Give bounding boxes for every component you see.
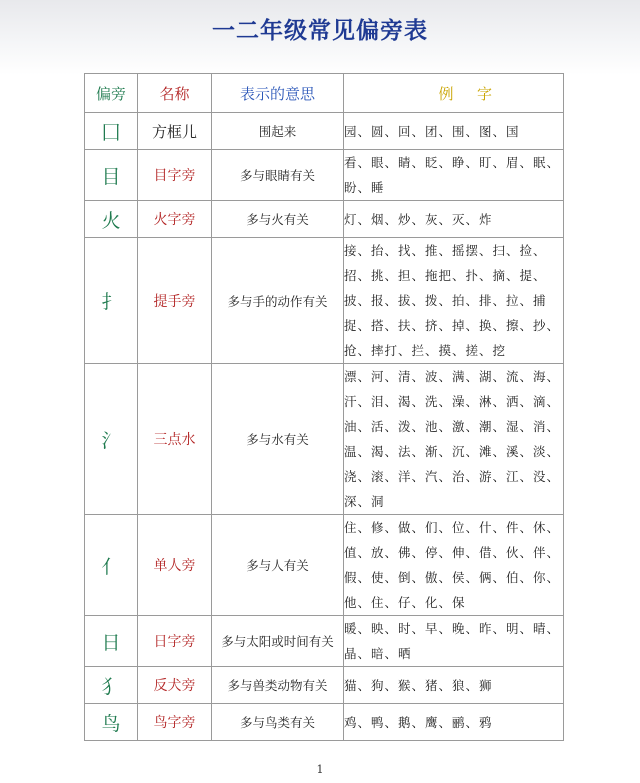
name-cell: 提手旁 xyxy=(138,238,212,364)
examples-cell: 看、眼、睛、眨、睁、盯、眉、眠、盼、睡 xyxy=(344,150,564,201)
name-cell: 反犬旁 xyxy=(138,667,212,704)
meaning-cell: 多与人有关 xyxy=(212,515,344,616)
examples-cell: 灯、烟、炒、灰、灭、炸 xyxy=(344,201,564,238)
examples-cell: 接、抬、找、推、摇摆、扫、捡、招、挑、担、拖把、扑、摘、提、披、报、拔、拨、拍、排、拉、捕捉、搭、扶、挤、掉、换、擦、抄、抢、摔打、拦、摸、搓、挖 xyxy=(344,238,564,364)
table-row xyxy=(85,667,564,704)
radical-cell: 亻 xyxy=(85,515,138,616)
radical-cell: 囗 xyxy=(85,113,138,150)
radical-cell: 火 xyxy=(85,201,138,238)
header-radical: 偏旁 xyxy=(85,74,138,113)
radicals-table xyxy=(84,73,564,741)
table-row xyxy=(85,515,564,616)
table-row xyxy=(85,704,564,741)
examples-cell: 住、修、做、们、位、什、件、休、值、放、佛、停、伸、借、伙、伴、假、使、倒、傲、侯、俩、伯、你、他、住、仔、化、保 xyxy=(344,515,564,616)
table-header-row xyxy=(85,74,564,113)
table-row xyxy=(85,238,564,364)
page-title: 一二年级常见偏旁表 xyxy=(212,17,428,44)
examples-cell: 园、圆、回、团、围、图、国 xyxy=(344,113,564,150)
header-name: 名称 xyxy=(138,74,212,113)
radical-cell: 氵 xyxy=(85,364,138,515)
name-cell: 目字旁 xyxy=(138,150,212,201)
table-row xyxy=(85,113,564,150)
table-row xyxy=(85,201,564,238)
table-row xyxy=(85,150,564,201)
meaning-cell: 围起来 xyxy=(212,113,344,150)
radical-cell: 犭 xyxy=(85,667,138,704)
name-cell: 鸟字旁 xyxy=(138,704,212,741)
name-cell: 日字旁 xyxy=(138,616,212,667)
table-row xyxy=(85,616,564,667)
radical-cell: 鸟 xyxy=(85,704,138,741)
meaning-cell: 多与太阳或时间有关 xyxy=(212,616,344,667)
examples-cell: 猫、狗、猴、猪、狼、狮 xyxy=(344,667,564,704)
examples-cell: 漂、河、清、波、满、湖、流、海、汗、泪、渴、洗、澡、淋、洒、滴、油、活、泼、池、激、潮、湿、消、温、渴、法、渐、沉、滩、溪、淡、浇、滚、洋、汽、治、游、江、没、深、洞 xyxy=(344,364,564,515)
header-examples xyxy=(344,74,564,113)
page-number: 1 xyxy=(316,763,324,776)
meaning-cell: 多与鸟类有关 xyxy=(212,704,344,741)
examples-cell: 鸡、鸭、鹅、鹰、鹂、鸦 xyxy=(344,704,564,741)
name-cell: 三点水 xyxy=(138,364,212,515)
meaning-cell: 多与眼睛有关 xyxy=(212,150,344,201)
table-row xyxy=(85,364,564,515)
meaning-cell: 多与手的动作有关 xyxy=(212,238,344,364)
name-cell: 单人旁 xyxy=(138,515,212,616)
radical-cell: 目 xyxy=(85,150,138,201)
radical-cell: 日 xyxy=(85,616,138,667)
meaning-cell: 多与火有关 xyxy=(212,201,344,238)
meaning-cell: 多与兽类动物有关 xyxy=(212,667,344,704)
header-example-char-2: 字 xyxy=(476,84,492,103)
meaning-cell: 多与水有关 xyxy=(212,364,344,515)
examples-cell: 暖、映、时、早、晚、昨、明、晴、晶、暗、晒 xyxy=(344,616,564,667)
header-example-char-1: 例 xyxy=(438,84,454,103)
name-cell: 火字旁 xyxy=(138,201,212,238)
radical-cell: 扌 xyxy=(85,238,138,364)
header-meaning: 表示的意思 xyxy=(212,74,344,113)
name-cell: 方框儿 xyxy=(138,113,212,150)
